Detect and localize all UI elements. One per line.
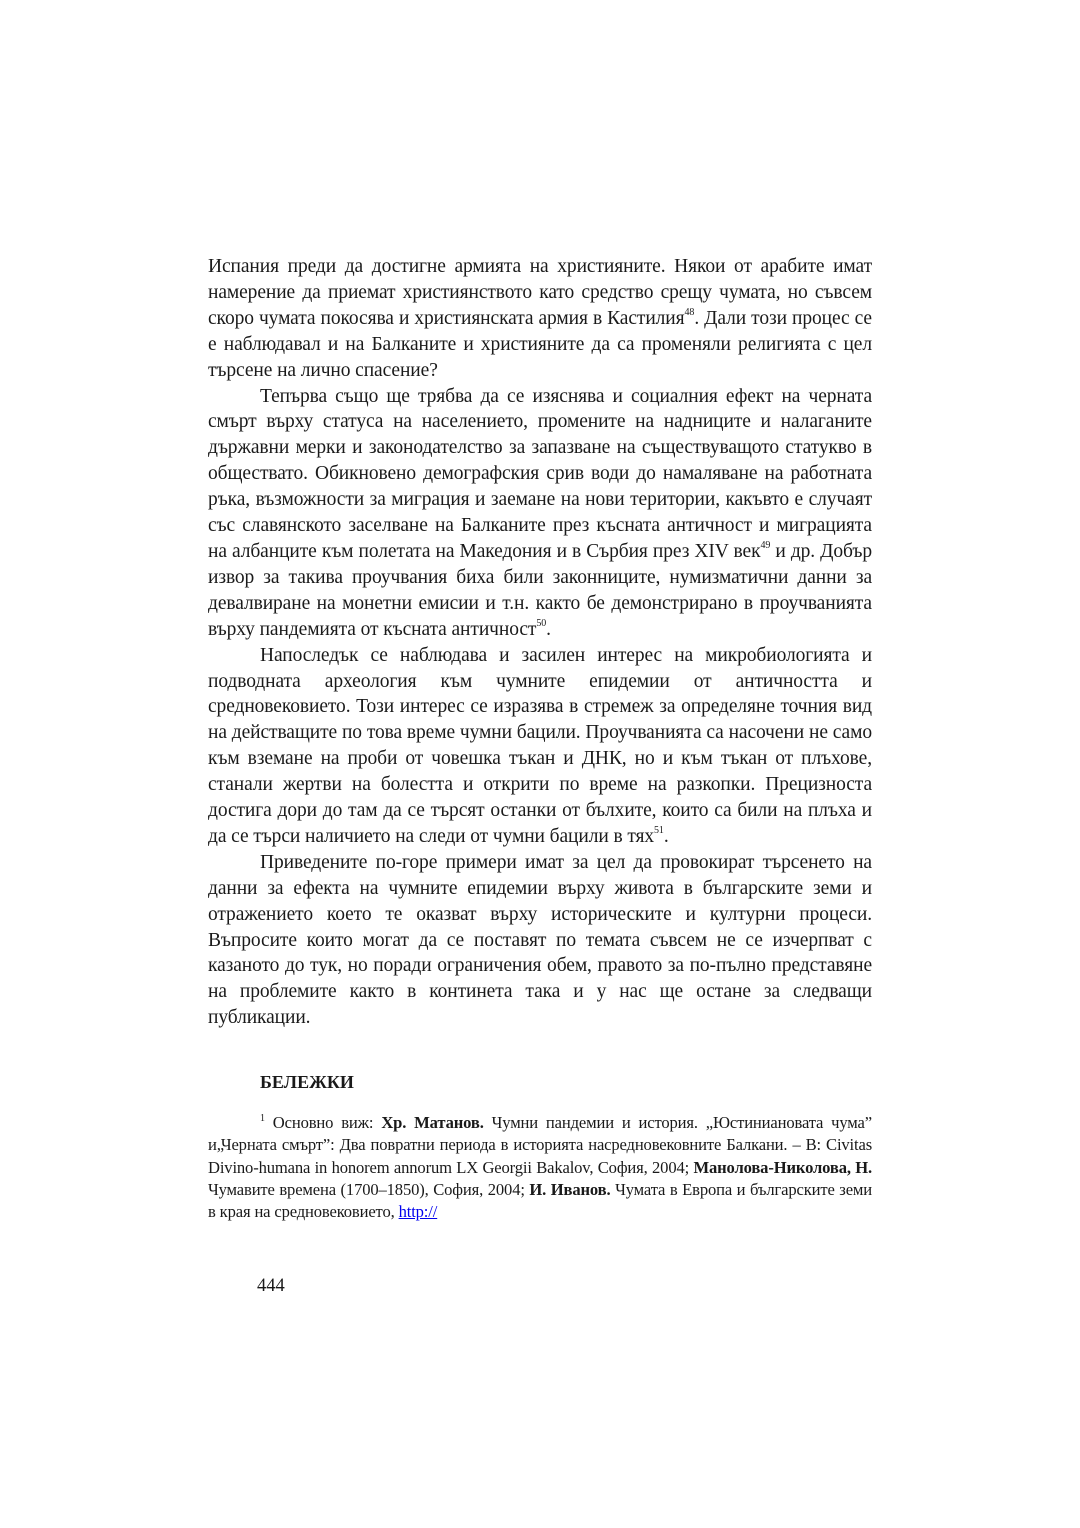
paragraph-3-text: Напоследък се наблюдава и засилен интерес на микробиологията и подводната археология към чумните епидемии от античността и средновековието. Този интерес се изразява в стремеж за определяне точния вид на действащите по това време чумни бацили. Проучванията са насочени не само към вземане на проби от човешка тъкан и ДНК, но и към тъкан от плъхове, станали жертви на болестта и открити по време на разкопки. Прецизноста достига дори до там да се търсят останки от бълхите, които са били на плъха и да се търси наличието на следи от чумни бацили в тях: [208, 644, 872, 847]
footnote-text-1: Чумни пандемии и история. „Юстиниановата чума” и„Черната смърт”: Два повратни периода в историята насредновековните Балкани. – В: Civitas Divino-humana in honorem annorum LX Georgii Bakalov, София, 2004;: [208, 1113, 872, 1177]
paragraph-3: [208, 643, 872, 850]
footnote-number: 1: [260, 1112, 265, 1124]
footnote-author-ivanov: И. Иванов.: [529, 1179, 611, 1199]
paragraph-2-text-middle: и др. Добър извор за такива проучвания биха били законниците, нумизматични данни за девалвиране на монетни емисии и т.н. както бе демонстрирано в проучванията върху пандемията от късната античност: [208, 540, 872, 640]
paragraph-4-text: Приведените по-горе примери имат за цел да провокират търсенето на данни за ефекта на чумните епидемии върху живота в българските земи и отражението което те оказват върху историческите и културни процеси. Въпросите които могат да се поставят по темата съвсем не се изчерпват с казаното до тук, но поради ограничения обем, правото за по-пълно представяне на проблемите както в континета така и у нас ще остане за следващи публикации.: [208, 851, 872, 1029]
footnote-ref-48: 48: [684, 307, 695, 319]
footnote-text-2: Чумавите времена (1700–1850), София, 2004;: [208, 1179, 530, 1199]
paragraph-4: [208, 850, 872, 1031]
paragraph-1: [208, 254, 872, 384]
footnote-lead: Основно виж:: [264, 1113, 382, 1133]
footnote-ref-50: 50: [536, 618, 547, 630]
paragraph-1-text: Испания преди да достигне армията на християните. Някои от арабите имат намерение да приемат християнството като средство срещу чумата, но съвсем скоро чумата покосява и християнската армия в Кастилия: [208, 256, 872, 329]
body-text: [208, 254, 872, 1031]
footnote-text-3: Чумата в Европа и българските земи в края на средновековието,: [208, 1179, 872, 1221]
footnote-ref-49: 49: [760, 540, 771, 552]
notes-heading: БЕЛЕЖКИ: [260, 1072, 354, 1093]
paragraph-3-text-end: .: [663, 825, 669, 847]
footnote-1: [208, 1112, 872, 1223]
paragraph-2: [208, 384, 872, 643]
footnote-link[interactable]: http://: [398, 1202, 438, 1221]
paragraph-2-text: Тепърва също ще трябва да се изяснява и социалния ефект на черната смърт върху статуса на населението, промените на надниците и налаганите държавни мерки и законодателство за запазване на съществуващото статукво в обществато. Обикновено демографския срив води до намаляване на работната ръка, възможности за миграция и заемане на нови територии, какъвто е случаят със славянското заселване на Балканите през късната античност и миграцията на албанците към полетата на Македония и в Сърбия през XIV век: [208, 385, 872, 562]
footnote-author-matanov: Хр. Матанов.: [381, 1113, 484, 1133]
footnote-ref-51: 51: [654, 825, 664, 837]
paragraph-2-text-end: .: [546, 618, 551, 640]
footnote-author-manolova: Манолова-Николова, Н.: [693, 1157, 872, 1177]
paragraph-1-text-end: . Дали този процес се е наблюдавал и на Балканите и християните да са променяли религията с цел търсене на лично спасение?: [208, 307, 872, 381]
page-content: [208, 254, 872, 1223]
page-number: 444: [257, 1276, 285, 1296]
